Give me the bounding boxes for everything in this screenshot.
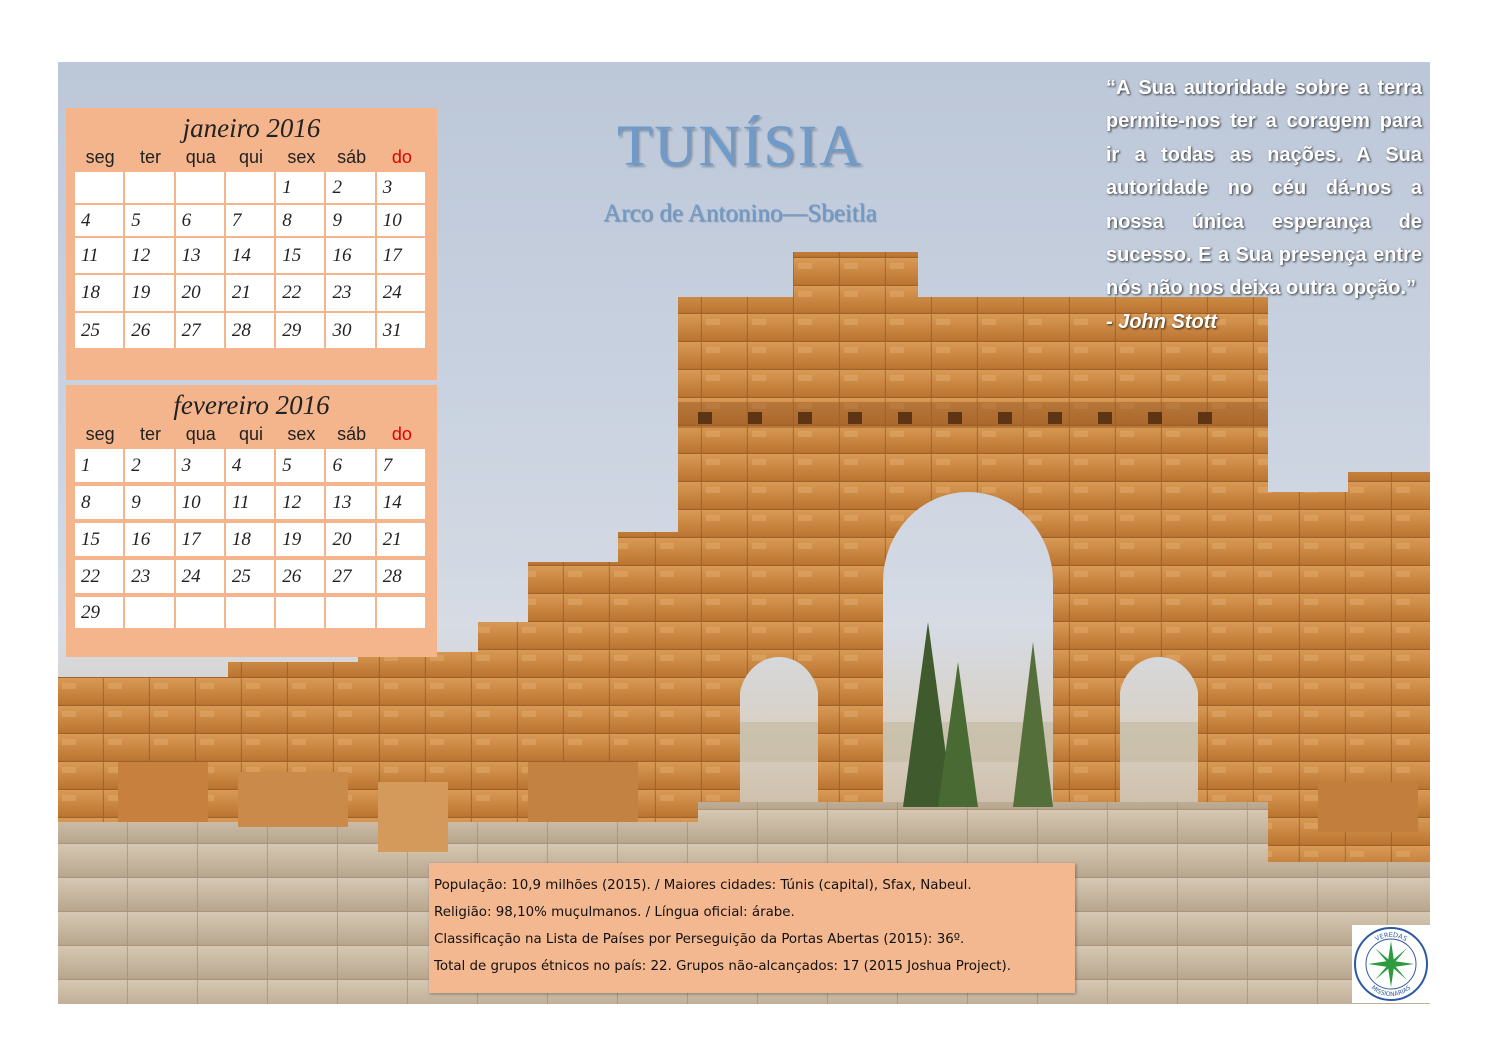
day-cell [326, 597, 374, 628]
day-cell: 26 [276, 560, 324, 593]
day-cell: 22 [75, 560, 123, 593]
weekday-label: ter [139, 147, 161, 167]
day-cell: 9 [326, 205, 374, 236]
day-cell: 1 [75, 449, 123, 482]
day-cell: 9 [125, 486, 173, 519]
weekday-label: sex [287, 147, 316, 167]
day-cell [276, 597, 324, 628]
day-cell: 27 [326, 560, 374, 593]
day-grid [75, 172, 437, 348]
weekday-label: seg [85, 147, 115, 167]
day-cell: 31 [377, 313, 425, 348]
day-cell: 2 [326, 172, 374, 203]
day-cell: 7 [226, 205, 274, 236]
day-cell: 13 [176, 238, 224, 273]
day-cell: 10 [377, 205, 425, 236]
weekday-label: qui [239, 147, 264, 167]
day-cell: 14 [226, 238, 274, 273]
day-cell: 5 [276, 449, 324, 482]
veredas-missionarias-logo [1352, 925, 1430, 1003]
day-cell: 15 [276, 238, 324, 273]
info-religion: Religião: 98,10% muçulmanos. / Língua oficial: árabe. [434, 905, 795, 920]
day-cell: 19 [276, 523, 324, 556]
day-cell: 8 [276, 205, 324, 236]
day-cell: 6 [176, 205, 224, 236]
weekday-label-sunday: do [391, 424, 412, 444]
quote-block [1106, 72, 1422, 339]
day-cell [75, 172, 123, 203]
weekday-label: sáb [337, 147, 367, 167]
day-cell: 4 [226, 449, 274, 482]
day-cell: 17 [176, 523, 224, 556]
info-persecution-rank: Classificação na Lista de Países por Perseguição da Portas Abertas (2015): 36º. [434, 932, 965, 947]
day-cell: 28 [377, 560, 425, 593]
day-cell: 16 [326, 238, 374, 273]
logo-bottom-text: MISSIONÁRIAS [1369, 984, 1413, 999]
compass-rose-icon [1352, 925, 1430, 1003]
calendar-title: janeiro 2016 [182, 113, 321, 143]
calendar-february [66, 385, 437, 657]
day-cell [176, 172, 224, 203]
day-cell: 29 [276, 313, 324, 348]
day-cell: 11 [226, 486, 274, 519]
day-cell: 16 [125, 523, 173, 556]
day-cell: 20 [326, 523, 374, 556]
weekday-label: qua [185, 424, 216, 444]
day-cell: 25 [75, 313, 123, 348]
day-cell: 27 [176, 313, 224, 348]
day-cell [226, 597, 274, 628]
weekday-label: ter [139, 424, 161, 444]
day-cell: 6 [326, 449, 374, 482]
day-cell: 22 [276, 275, 324, 311]
info-population: População: 10,9 milhões (2015). / Maiores cidades: Túnis (capital), Sfax, Nabeul. [434, 878, 972, 893]
day-cell: 12 [125, 238, 173, 273]
page-subtitle: Arco de Antonino—Sbeitla [603, 200, 877, 227]
weekday-label: sáb [337, 424, 367, 444]
day-cell: 5 [125, 205, 173, 236]
quote-author: - John Stott [1106, 310, 1218, 333]
weekday-label: qua [185, 147, 216, 167]
logo-top-text: VEREDAS [1373, 930, 1409, 943]
day-cell: 11 [75, 238, 123, 273]
day-cell: 23 [326, 275, 374, 311]
info-ethnic-groups: Total de grupos étnicos no país: 22. Grupos não-alcançados: 17 (2015 Joshua Project). [434, 959, 1012, 974]
day-cell: 21 [226, 275, 274, 311]
day-cell: 19 [125, 275, 173, 311]
day-cell: 23 [125, 560, 173, 593]
day-grid [75, 449, 437, 628]
day-cell: 13 [326, 486, 374, 519]
day-cell: 8 [75, 486, 123, 519]
day-cell: 20 [176, 275, 224, 311]
calendar-january [66, 108, 437, 380]
day-cell: 30 [326, 313, 374, 348]
country-info-box [429, 863, 1075, 993]
day-cell: 10 [176, 486, 224, 519]
weekday-label: qui [239, 424, 264, 444]
day-cell [226, 172, 274, 203]
day-cell: 7 [377, 449, 425, 482]
weekday-header [66, 421, 437, 447]
day-cell: 18 [75, 275, 123, 311]
day-cell: 26 [125, 313, 173, 348]
day-cell: 14 [377, 486, 425, 519]
day-cell: 18 [226, 523, 274, 556]
day-cell: 1 [276, 172, 324, 203]
quote-text: “A Sua autoridade sobre a terra permite-nos ter a coragem para ir a todas as nações. A Sua autoridade no céu dá-nos a nossa única esperança de sucesso. E a Sua presença entre nós não nos deixa outra opção.” [1106, 77, 1422, 300]
day-cell [125, 597, 173, 628]
day-cell: 2 [125, 449, 173, 482]
day-cell: 15 [75, 523, 123, 556]
day-cell [125, 172, 173, 203]
day-cell: 3 [176, 449, 224, 482]
day-cell: 25 [226, 560, 274, 593]
day-cell: 12 [276, 486, 324, 519]
day-cell: 28 [226, 313, 274, 348]
weekday-label: seg [85, 424, 115, 444]
day-cell: 17 [377, 238, 425, 273]
day-cell: 29 [75, 597, 123, 628]
calendar-title: fevereiro 2016 [173, 390, 330, 420]
day-cell: 21 [377, 523, 425, 556]
day-cell [176, 597, 224, 628]
day-cell: 4 [75, 205, 123, 236]
day-cell: 3 [377, 172, 425, 203]
day-cell: 24 [176, 560, 224, 593]
page-title: TUNÍSIA [617, 113, 863, 178]
weekday-label-sunday: do [391, 147, 412, 167]
weekday-label: sex [287, 424, 316, 444]
day-cell [377, 597, 425, 628]
weekday-header [66, 144, 437, 170]
day-cell: 24 [377, 275, 425, 311]
